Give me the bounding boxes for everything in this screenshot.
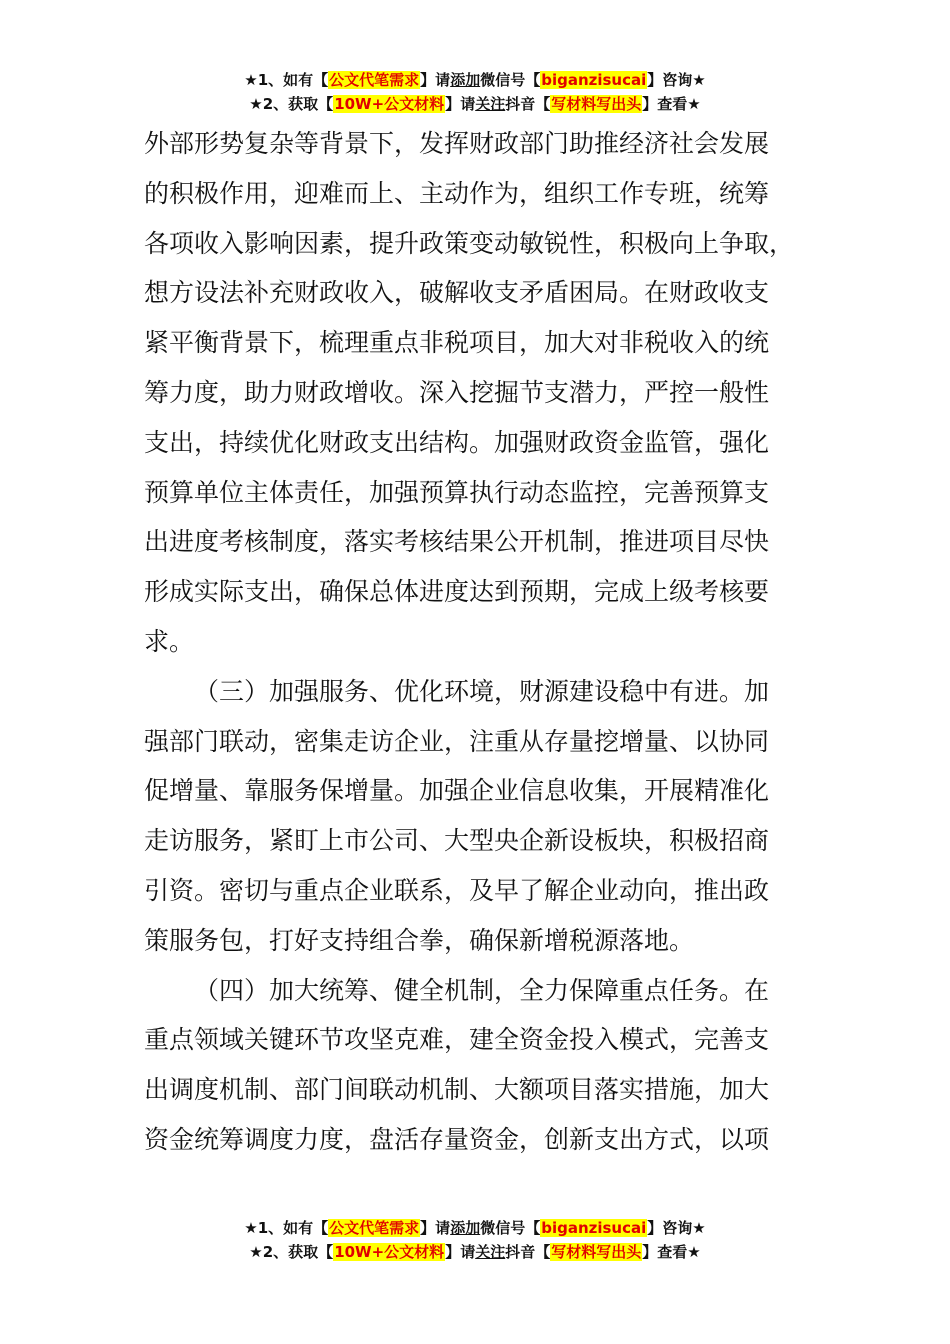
body-line: 想方设法补充财政收入，破解收支矛盾困局。在财政收支	[144, 278, 770, 308]
body-line: 支出，持续优化财政支出结构。加强财政资金监管，强化	[144, 427, 770, 457]
banner-text: 】请	[445, 1243, 476, 1261]
body-line: 策服务包，打好支持组合拳，确保新增税源落地。	[144, 925, 695, 955]
banner-line-2	[0, 92, 950, 116]
banner-text: 微信号【	[480, 71, 541, 89]
highlight-wechat-id: biganzisucai	[541, 71, 647, 89]
banner-text: 】查看★	[642, 1243, 701, 1261]
document-body	[144, 119, 794, 1165]
body-line: 外部形势复杂等背景下，发挥财政部门助推经济社会发展	[144, 129, 770, 158]
body-line: 形成实际支出，确保总体进度达到预期，完成上级考核要	[144, 577, 770, 607]
banner-text: 添加	[450, 71, 481, 89]
highlight-materials: 10W+公文材料	[334, 1243, 445, 1261]
section-heading-4: （四）加大统筹、健全机制，全力保障重点任务。在	[194, 975, 770, 1005]
body-line: 求。	[144, 626, 195, 656]
banner-text: ★1、如有【	[244, 71, 329, 89]
banner-text: 抖音【	[505, 95, 551, 113]
banner-text: 】咨询★	[647, 71, 706, 89]
body-line: 走访服务，紧盯上市公司、大型央企新设板块，积极招商	[144, 826, 770, 856]
body-line: 资金统筹调度力度，盘活存量资金，创新支出方式，以项	[144, 1124, 770, 1154]
body-line: 预算单位主体责任，加强预算执行动态监控，完善预算支	[144, 477, 770, 507]
highlight-wechat-id: biganzisucai	[541, 1219, 647, 1237]
banner-line-2	[0, 1240, 950, 1264]
section-heading-3: （三）加强服务、优化环境，财源建设稳中有进。加	[194, 676, 770, 706]
banner-text: 】请	[445, 95, 476, 113]
banner-text: 】请	[420, 71, 451, 89]
highlight-ghostwriting: 公文代笔需求	[329, 1219, 420, 1237]
banner-text: 抖音【	[505, 1243, 551, 1261]
banner-text: 关注	[475, 1243, 506, 1261]
body-line: 紧平衡背景下，梳理重点非税项目，加大对非税收入的统	[144, 328, 770, 358]
footer-banner	[0, 1216, 950, 1264]
banner-line-1	[0, 68, 950, 92]
header-banner	[0, 68, 950, 116]
body-line: 各项收入影响因素，提升政策变动敏锐性，积极向上争取，	[144, 228, 795, 258]
banner-text: 】咨询★	[647, 1219, 706, 1237]
body-line: 强部门联动，密集走访企业，注重从存量挖增量、以协同	[144, 726, 770, 756]
banner-line-1	[0, 1216, 950, 1240]
banner-text: ★2、获取【	[249, 95, 334, 113]
body-line: 促增量、靠服务保增量。加强企业信息收集，开展精准化	[144, 776, 770, 806]
highlight-douyin: 写材料写出头	[551, 95, 642, 113]
body-line: 引资。密切与重点企业联系，及早了解企业动向，推出政	[144, 875, 770, 905]
banner-text: ★2、获取【	[249, 1243, 334, 1261]
highlight-ghostwriting: 公文代笔需求	[329, 71, 420, 89]
banner-text: 微信号【	[480, 1219, 541, 1237]
highlight-materials: 10W+公文材料	[334, 95, 445, 113]
body-line: 的积极作用，迎难而上、主动作为，组织工作专班，统筹	[144, 178, 770, 208]
body-line: 重点领域关键环节攻坚克难，建全资金投入模式，完善支	[144, 1025, 770, 1055]
body-line: 筹力度，助力财政增收。深入挖掘节支潜力，严控一般性	[144, 377, 770, 407]
banner-text: 】请	[420, 1219, 451, 1237]
banner-text: 添加	[450, 1219, 481, 1237]
banner-text: 关注	[475, 95, 506, 113]
body-line: 出调度机制、部门间联动机制、大额项目落实措施，加大	[144, 1075, 770, 1105]
highlight-douyin: 写材料写出头	[551, 1243, 642, 1261]
body-line: 出进度考核制度，落实考核结果公开机制，推进项目尽快	[144, 527, 770, 557]
banner-text: ★1、如有【	[244, 1219, 329, 1237]
banner-text: 】查看★	[642, 95, 701, 113]
